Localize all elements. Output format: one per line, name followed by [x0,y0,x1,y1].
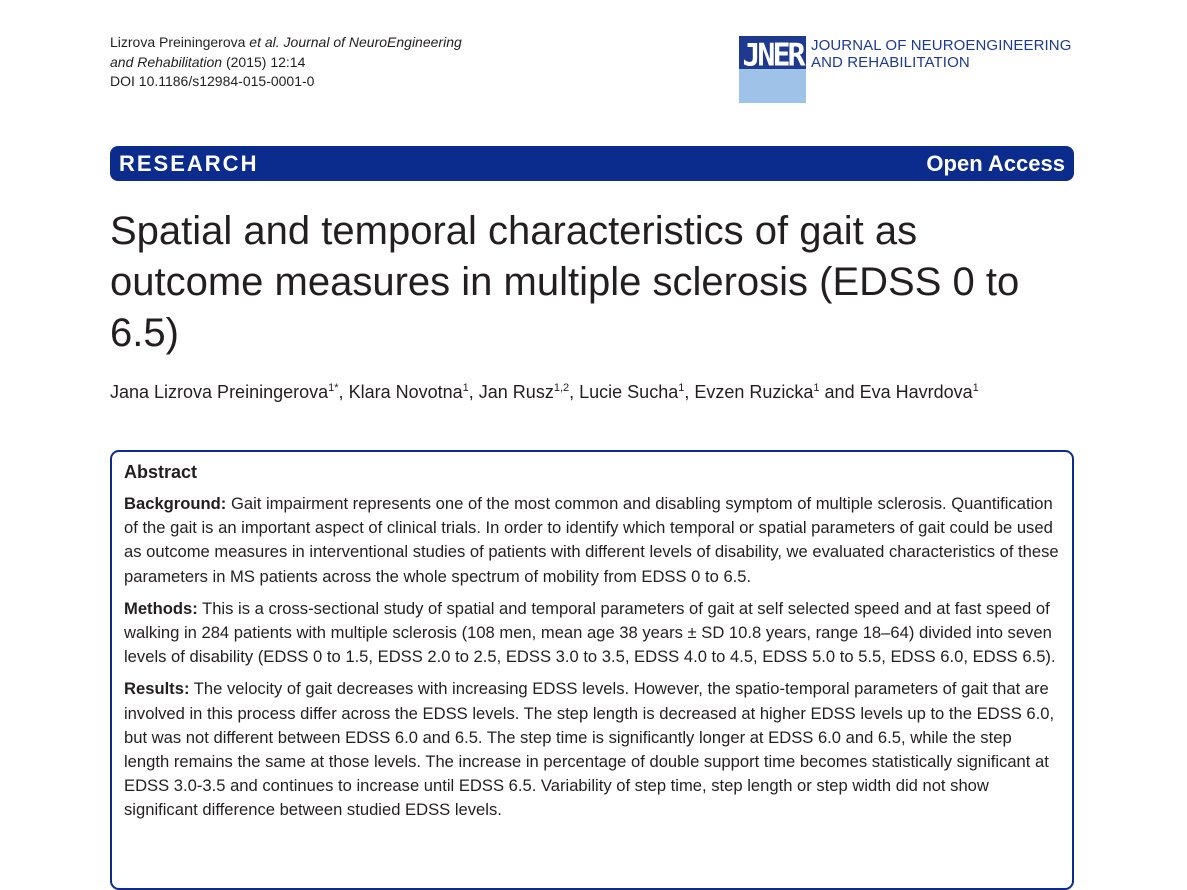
abstract-heading: Abstract [124,462,198,482]
journal-name-line-2: AND REHABILITATION [811,54,970,71]
abstract-box [110,450,1074,890]
results-label: Results: [124,679,190,699]
abstract-results [124,677,1060,822]
author-affiliation-mark: 1,2 [553,382,570,394]
article-title: Spatial and temporal characteristics of gait as outcome measures in multiple sclerosis (EDSS 0 to 6.5) [110,209,1020,355]
journal-logo[interactable] [739,36,1072,103]
journal-name [811,37,1072,71]
author-separator: and [819,382,860,402]
citation-line-2 [110,53,462,73]
article-type-banner [110,146,1074,181]
journal-name-line-1: JOURNAL OF NEUROENGINEERING [811,37,1072,54]
author-affiliation-mark: 1 [462,382,469,394]
open-access-label[interactable]: Open Access [926,150,1065,176]
author-affiliation-mark: 1 [678,382,685,394]
article-type: RESEARCH [119,150,259,176]
background-text: Gait impairment represents one of the most common and disabling symptom of multiple sclerosis. Quantification of the gait is an important aspect of clinical trials. In order to identify which temporal or spatial parameters of gait could be used as outcome measures in interventional studies of patients with different levels of disability, we evaluated characteristics of these parameters in MS patients across the whole spectrum of mobility from EDSS 0 to 6.5. [124,494,1059,586]
author-affiliation-mark: 1* [328,382,339,394]
results-text: The velocity of gait decreases with increasing EDSS levels. However, the spatio-temporal parameters of gait that are involved in this process differ across the EDSS levels. The step length is decreased at higher EDSS levels up to the EDSS 6.0, but was not different between EDSS 6.0 and 6.5. The step time is significantly longer at EDSS 6.0 and 6.5, while the step length remains the same at those levels. The increase in percentage of double support time becomes statistically significant at EDSS 3.0-3.5 and continues to increase until EDSS 6.5. Variability of step time, step length or step width did not show significant difference between studied EDSS levels. [124,679,1055,820]
citation-authors: Lizrova Preiningerova [110,34,250,50]
author-affiliation-mark: 1 [972,382,979,394]
citation-doi: DOI 10.1186/s12984-015-0001-0 [110,73,315,89]
author-list [110,380,979,404]
abstract-background [124,492,1060,589]
author-affiliation-mark: 1 [813,382,820,394]
background-label: Background: [124,494,227,513]
author-separator: , [468,382,479,402]
citation [110,33,462,92]
citation-line-1 [110,33,462,53]
citation-journal: et al. Journal of NeuroEngineering [249,34,462,50]
methods-label: Methods: [124,598,198,618]
author-name[interactable]: Eva Havrdova [859,382,973,402]
author-name[interactable]: Jana Lizrova Preiningerova [110,382,329,402]
author-name[interactable]: Klara Novotna [348,382,463,402]
methods-text: This is a cross-sectional study of spatial and temporal parameters of gait at self selected speed and at fast speed of walking in 284 patients with multiple sclerosis (108 men, mean age 38 years ± SD 10.8 years, range 18–64) divided into seven levels of disability (EDSS 0 to 1.5, EDSS 2.0 to 2.5, EDSS 3.0 to 3.5, EDSS 4.0 to 4.5, EDSS 5.0 to 5.5, EDSS 6.0, EDSS 6.5). [124,598,1056,667]
abstract-methods [124,597,1060,670]
author-name[interactable]: Jan Rusz [478,382,554,402]
author-separator: , [569,382,580,402]
author-separator: , [338,382,349,402]
jner-logo-icon [739,36,806,103]
citation-journal-cont: and Rehabilitation [110,53,223,70]
author-name[interactable]: Evzen Ruzicka [694,382,814,402]
author-separator: , [684,382,695,402]
logo-letters: JNER [742,37,803,74]
author-name[interactable]: Lucie Sucha [579,382,679,402]
citation-volume: (2015) 12:14 [222,53,306,70]
